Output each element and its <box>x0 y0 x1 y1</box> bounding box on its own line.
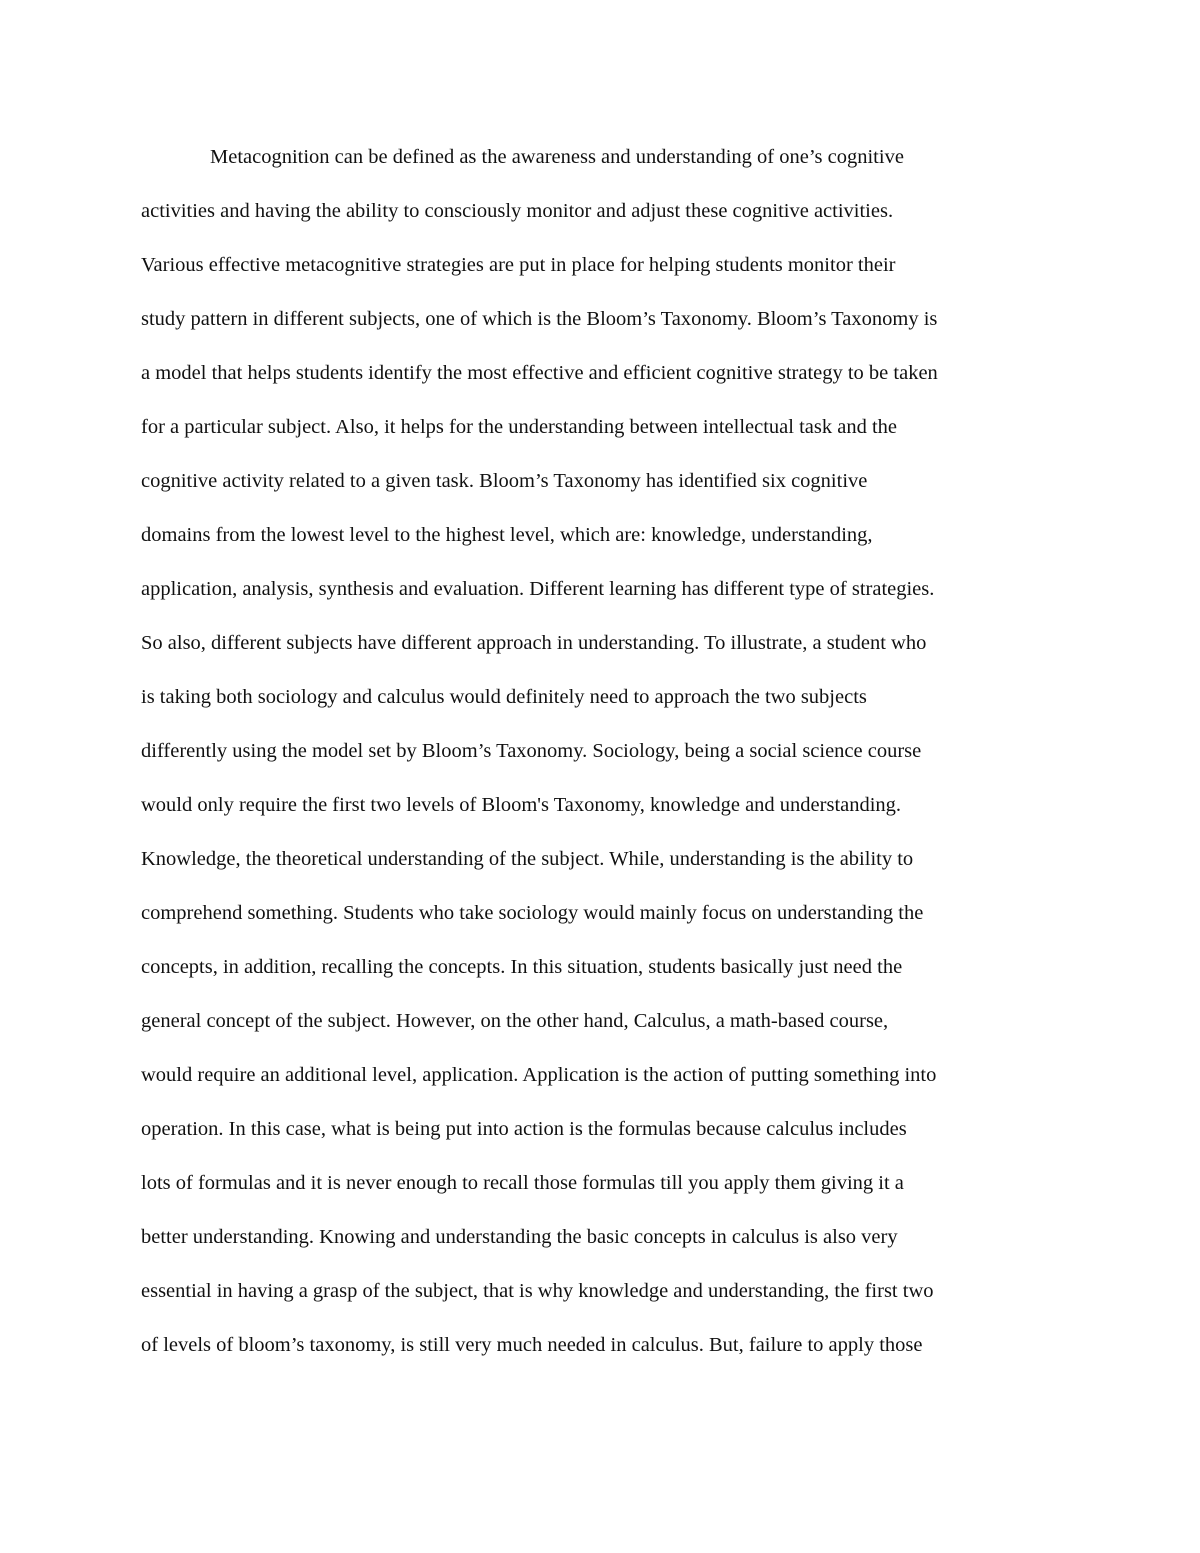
essay-paragraph <box>141 130 1071 1372</box>
paragraph-line: better understanding. Knowing and understanding the basic concepts in calculus is also very <box>141 1226 898 1248</box>
paragraph-line: a model that helps students identify the most effective and efficient cognitive strategy to be taken <box>141 362 938 384</box>
paragraph-line: is taking both sociology and calculus would definitely need to approach the two subjects <box>141 686 867 708</box>
paragraph-line: differently using the model set by Bloom’s Taxonomy. Sociology, being a social science course <box>141 740 922 762</box>
paragraph-line: Various effective metacognitive strategies are put in place for helping students monitor their <box>141 254 896 276</box>
paragraph-line: lots of formulas and it is never enough to recall those formulas till you apply them giving it a <box>141 1172 904 1194</box>
paragraph-line: would only require the first two levels of Bloom's Taxonomy, knowledge and understanding. <box>141 794 902 816</box>
paragraph-line: study pattern in different subjects, one of which is the Bloom’s Taxonomy. Bloom’s Taxonomy is <box>141 308 938 330</box>
paragraph-line: concepts, in addition, recalling the concepts. In this situation, students basically just need the <box>141 956 903 978</box>
paragraph-line: activities and having the ability to consciously monitor and adjust these cognitive activities. <box>141 200 894 222</box>
paragraph-line: essential in having a grasp of the subject, that is why knowledge and understanding, the first two <box>141 1280 934 1302</box>
paragraph-line: application, analysis, synthesis and evaluation. Different learning has different type of strategies. <box>141 578 935 600</box>
paragraph-line: operation. In this case, what is being put into action is the formulas because calculus includes <box>141 1118 907 1140</box>
paragraph-line: domains from the lowest level to the highest level, which are: knowledge, understanding, <box>141 524 873 546</box>
paragraph-line: So also, different subjects have different approach in understanding. To illustrate, a student who <box>141 632 927 654</box>
paragraph-line: would require an additional level, application. Application is the action of putting something into <box>141 1064 937 1086</box>
paragraph-line: for a particular subject. Also, it helps for the understanding between intellectual task and the <box>141 416 897 438</box>
paragraph-line: comprehend something. Students who take sociology would mainly focus on understanding the <box>141 902 924 924</box>
paragraph-line: cognitive activity related to a given task. Bloom’s Taxonomy has identified six cognitive <box>141 470 868 492</box>
paragraph-line: Metacognition can be defined as the awareness and understanding of one’s cognitive <box>210 146 904 168</box>
paragraph-line: Knowledge, the theoretical understanding of the subject. While, understanding is the ability to <box>141 848 914 870</box>
paragraph-line: of levels of bloom’s taxonomy, is still very much needed in calculus. But, failure to apply those <box>141 1334 923 1356</box>
paragraph-line: general concept of the subject. However, on the other hand, Calculus, a math-based course, <box>141 1010 889 1032</box>
